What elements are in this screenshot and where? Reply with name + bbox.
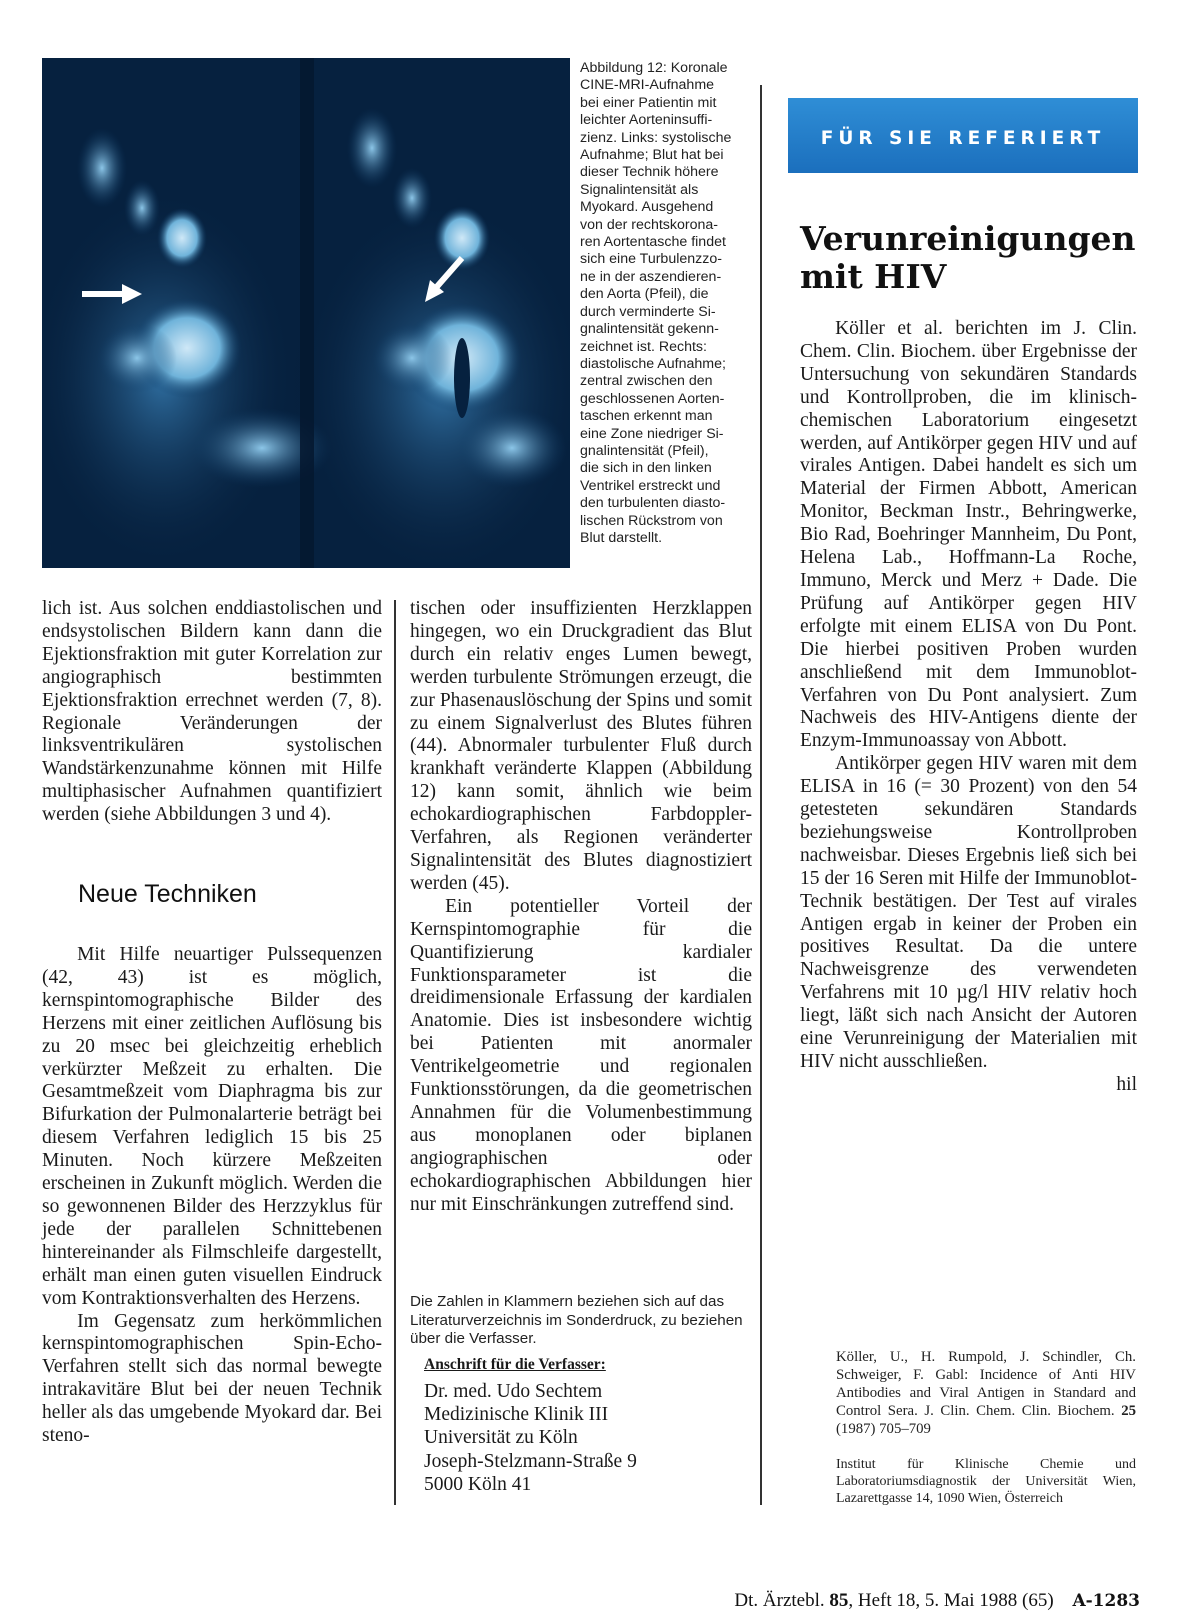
caption-line: Ventrikel erstreckt und <box>580 477 721 494</box>
column-1-continued <box>42 944 382 1448</box>
journal-volume: 85 <box>829 1590 849 1611</box>
caption-line: zienz. Links: systolische <box>580 129 732 146</box>
caption-line: Signalintensität als <box>580 181 699 198</box>
caption-line: ren Aortentasche findet <box>580 234 726 251</box>
page-number: A-1283 <box>1072 1591 1140 1611</box>
caption-line: lischen Rückstrom von <box>580 512 723 529</box>
literature-reference <box>836 1348 1136 1438</box>
author-address <box>424 1380 637 1496</box>
section-heading: Neue Techniken <box>78 880 257 908</box>
page-footer <box>734 1590 1140 1612</box>
caption-line: eine Zone niedriger Si- <box>580 425 724 442</box>
address-line: Joseph-Stelzmann-Straße 9 <box>424 1450 637 1472</box>
caption-line: durch verminderte Si- <box>580 303 716 320</box>
caption-line: Aufnahme; Blut hat bei <box>580 147 724 164</box>
address-line: Universität zu Köln <box>424 1427 578 1449</box>
paragraph: Köller et al. berichten im J. Clin. Chem. Clin. Biochem. über Ergebnisse der Untersuchung von sekundären Standards und Kontrollproben, die im klinisch-chemischen Laboratorium eingesetzt werden, auf Antikörper gegen HIV und auf virales Antigen. Dabei handelt es sich um Material der Firmen Abbott, American Monitor, Beckman Instr., Behringwerke, Bio Rad, Boehringer Mannheim, Du Pont, Helena Lab., Hoffmann-La Roche, Immuno, Merck und Merz + Dade. Die Prüfung auf Antikörper gegen HIV erfolgte mit einem ELISA von Du Pont. Die hierbei positiven Proben wurden anschließend mit dem Immunoblot-Verfahren von Du Pont analysiert. Zum Nachweis des HIV-Antigens diente der Enzym-Immunoassay von Abbott. <box>800 318 1137 752</box>
sidebar-body <box>800 318 1137 1097</box>
caption-line: Blut darstellt. <box>580 529 663 546</box>
caption-line: zeichnet ist. Rechts: <box>580 338 707 355</box>
caption-line: bei einer Patientin mit <box>580 94 717 111</box>
address-heading: Anschrift für die Verfasser: <box>424 1356 606 1373</box>
article-title: Verunreinigungen mit HIV <box>800 219 1136 296</box>
paragraph: tischen oder insuffizienten Herzklappen hingegen, wo ein Druckgradient das Blut durch ein relativ enges Lumen bewegt, werden turbulente Strömungen erzeugt, die zur Phasenauslöschung der Spins und somit zu einem Signalverlust des Blutes führen (44). Abnormaler turbulenter Fluß durch krankhaft veränderte Klappen (Abbildung 12) kann somit, ähnlich wie beim echokardiographischen Farbdoppler-Verfahren, als Regionen veränderter Signalintensität des Blutes diagnostiziert werden (45). <box>410 598 752 894</box>
caption-line: von der rechtskorona- <box>580 216 719 233</box>
paragraph: lich ist. Aus solchen enddiastolischen und endsystolischen Bildern kann dann die Ejektionsfraktion mit guter Korrelation zur angiographisch bestimmten Ejektionsfraktion errechnet werden (7, 8). Regionale Veränderungen der linksventrikulären systolischen Wandstärkenzunahme können mit Hilfe multiphasischer Aufnahmen quantifiziert werden (siehe Abbildungen 3 und 4). <box>42 598 382 826</box>
caption-line: Myokard. Ausgehend <box>580 199 714 216</box>
column-2 <box>410 598 752 1216</box>
column-1 <box>42 598 382 827</box>
paragraph: Mit Hilfe neuartiger Pulssequenzen (42, 43) ist es möglich, kernspintomographische Bilder des Herzens mit einer zeitlichen Auflösung bis zu 20 msec bei gleichzeitig erheblich verkürzter Meßzeit zu erhalten. Die Gesamtmeßzeit vom Diaphragma bis zur Bifurkation der Pulmonalarterie beträgt bei diesem Verfahren lediglich 15 bis 25 Minuten. Noch kürzere Meßzeiten erscheinen in Zukunft möglich. Werden die so gewonnenen Bilder des Herzzyklus für jede der parallelen Schnittebenen hintereinander als Filmschleife dargestellt, erhält man einen guten visuellen Eindruck vom Kontraktionsverhalten des Herzens. <box>42 944 382 1309</box>
journal-name: Dt. Ärztebl. <box>734 1590 825 1611</box>
institute-address: Institut für Klinische Chemie und Laboratoriumsdiagnostik der Universität Wien, Lazarettgasse 14, 1090 Wien, Österreich <box>836 1457 1136 1506</box>
caption-line: dieser Technik höhere <box>580 164 719 181</box>
caption-line: zentral zwischen den <box>580 373 713 390</box>
figure-caption <box>580 60 752 547</box>
address-line: Medizinische Klinik III <box>424 1404 609 1426</box>
caption-line: die sich in den linken <box>580 460 712 477</box>
caption-line: leichter Aorteninsuffi- <box>580 112 713 129</box>
caption-line: CINE-MRI-Aufnahme <box>580 77 715 94</box>
caption-line: taschen erkennt man <box>580 408 713 425</box>
paragraph: Ein potentieller Vorteil der Kernspintomographie für die Quantifizierung kardialer Funktionsparameter ist die dreidimensionale Erfassung der kardialen Anatomie. Dies ist insbesondere wichtig bei Patienten mit anormaler Ventrikelgeometrie und regionalen Funktionsstörungen, da die geometrischen Annahmen für die Volumenbestimmung aus monoplanen oder biplanen angiographischen oder echokardiographischen Abbildungen hier nur mit Einschränkungen zutreffend sind. <box>410 895 752 1215</box>
mri-image <box>42 58 570 568</box>
address-line: 5000 Köln 41 <box>424 1473 532 1495</box>
author-signature: hil <box>1116 1073 1137 1095</box>
caption-line: den Aorta (Pfeil), die <box>580 286 709 303</box>
caption-line: geschlossenen Aorten- <box>580 390 725 407</box>
paragraph: Im Gegensatz zum herkömmlichen kernspintomographischen Spin-Echo-Verfahren stellt sich das normal bewegte intrakavitäre Blut bei der neuen Technik heller als das umgebende Myokard dar. Bei steno- <box>42 1310 382 1447</box>
reference-tail: (1987) 705–709 <box>836 1421 931 1437</box>
caption-line: gnalintensität gekenn- <box>580 321 719 338</box>
reference-text: Köller, U., H. Rumpold, J. Schindler, Ch. Schweiger, F. Gabl: Incidence of Anti HIV Antibodies and Viral Antigen in Standard and Control Sera. J. Clin. Chem. Clin. Biochem. <box>836 1349 1136 1419</box>
address-line: Dr. med. Udo Sechtem <box>424 1381 603 1402</box>
caption-line: Abbildung 12: Koronale <box>580 60 728 76</box>
mri-figure <box>42 58 570 568</box>
caption-line: ne in der aszendieren- <box>580 268 722 285</box>
column-rule <box>760 85 762 1505</box>
caption-line: diastolische Aufnahme; <box>580 355 726 372</box>
column-rule <box>394 600 396 1505</box>
banner-label: FÜR SIE REFERIERT <box>820 128 1106 149</box>
reference-volume: 25 <box>1121 1403 1137 1419</box>
issue-info: , Heft 18, 5. Mai 1988 (65) <box>848 1590 1054 1611</box>
paragraph: Antikörper gegen HIV waren mit dem ELISA in 16 (= 30 Prozent) von den 54 getesteten sekundären Standards beziehungsweise Kontrollproben nachweisbar. Dieses Ergebnis ließ sich bei 15 der 16 Seren mit Hilfe der Immunoblot-Technik bestätigen. Der Test auf virales Antigen ergab in keiner der Proben ein positives Resultat. Da die untere Nachweisgrenze des verwendeten Verfahrens mit 10 µg/l HIV relativ hoch liegt, läßt sich nach Ansicht der Autoren eine Verunreinigung der Materialien mit HIV nicht ausschließen. <box>800 753 1137 1072</box>
caption-line: gnalintensität (Pfeil), <box>580 442 709 459</box>
section-banner <box>788 98 1138 173</box>
reference-note: Die Zahlen in Klammern beziehen sich auf das Literaturverzeichnis im Sonderdruck, zu beziehen über die Verfasser. <box>410 1293 743 1348</box>
caption-line: sich eine Turbulenzzo- <box>580 251 722 268</box>
caption-line: den turbulenten diasto- <box>580 495 726 512</box>
